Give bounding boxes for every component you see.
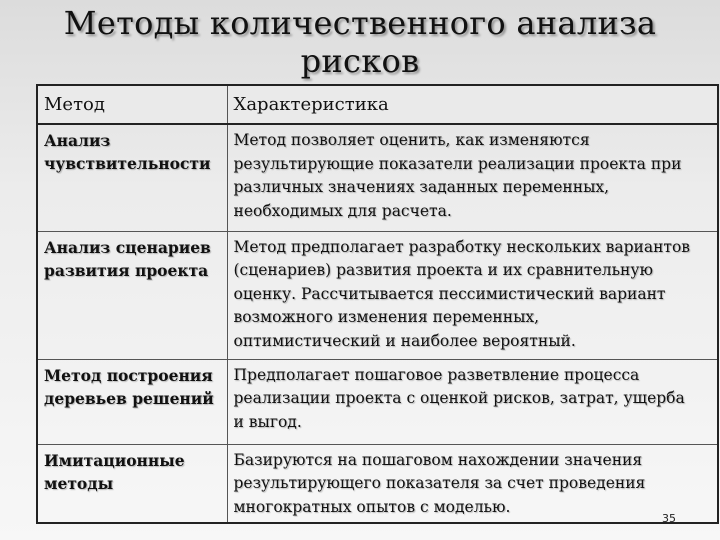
description-line: Метод предполагает разработку нескольких вариантов <box>233 237 691 256</box>
method-cell <box>37 444 227 523</box>
description-line: оценку. Рассчитывается пессимистический вариант <box>233 284 666 303</box>
description-line: реализации проекта с оценкой рисков, затрат, ущерба <box>233 389 685 407</box>
description-line: (сценариев) развития проекта и их сравнительную <box>233 261 654 279</box>
method-line: Анализ сценариев <box>44 237 211 257</box>
methods-table <box>36 84 719 524</box>
table-header-row <box>37 85 718 124</box>
description-line: многократных опытов с моделью. <box>233 497 511 516</box>
method-line: Метод построения <box>44 365 213 385</box>
header-method: Метод <box>37 85 227 124</box>
description-line: Предполагает пошаговое разветвление процесса <box>233 365 640 384</box>
page-number: 35 <box>662 512 676 525</box>
description-line: возможного изменения переменных, <box>233 308 540 326</box>
description-cell <box>227 359 718 444</box>
method-line: Анализ <box>44 131 111 150</box>
description-line: результирующего показателя за счет проведения <box>233 474 646 492</box>
description-line: оптимистический и наиболее вероятный. <box>233 331 576 350</box>
description-line: результирующие показатели реализации проекта при <box>233 154 682 173</box>
method-cell <box>37 231 227 359</box>
method-cell <box>37 359 227 444</box>
slide-title-line-1: Методы количественного анализа <box>63 4 657 42</box>
method-line: деревьев решений <box>44 388 214 408</box>
method-line: методы <box>44 473 114 493</box>
table-row <box>37 444 718 523</box>
method-cell <box>37 124 227 231</box>
table-row <box>37 231 718 359</box>
description-line: различных значениях заданных переменных, <box>233 178 610 196</box>
description-cell <box>227 124 718 231</box>
table-row <box>37 359 718 444</box>
header-characteristic: Характеристика <box>227 85 718 124</box>
description-line: Базируются на пошаговом нахождении значения <box>233 450 643 469</box>
description-cell <box>227 231 718 359</box>
method-line: развития проекта <box>44 260 209 280</box>
slide-title-line-2: рисков <box>300 42 420 80</box>
method-line: чувствительности <box>44 154 211 173</box>
table-row <box>37 124 718 231</box>
method-line: Имитационные <box>44 450 185 470</box>
description-line: необходимых для расчета. <box>233 201 452 220</box>
description-line: и выгод. <box>233 412 302 431</box>
description-line: Метод позволяет оценить, как изменяются <box>233 131 590 149</box>
slide-title <box>0 4 720 80</box>
description-cell <box>227 444 718 523</box>
